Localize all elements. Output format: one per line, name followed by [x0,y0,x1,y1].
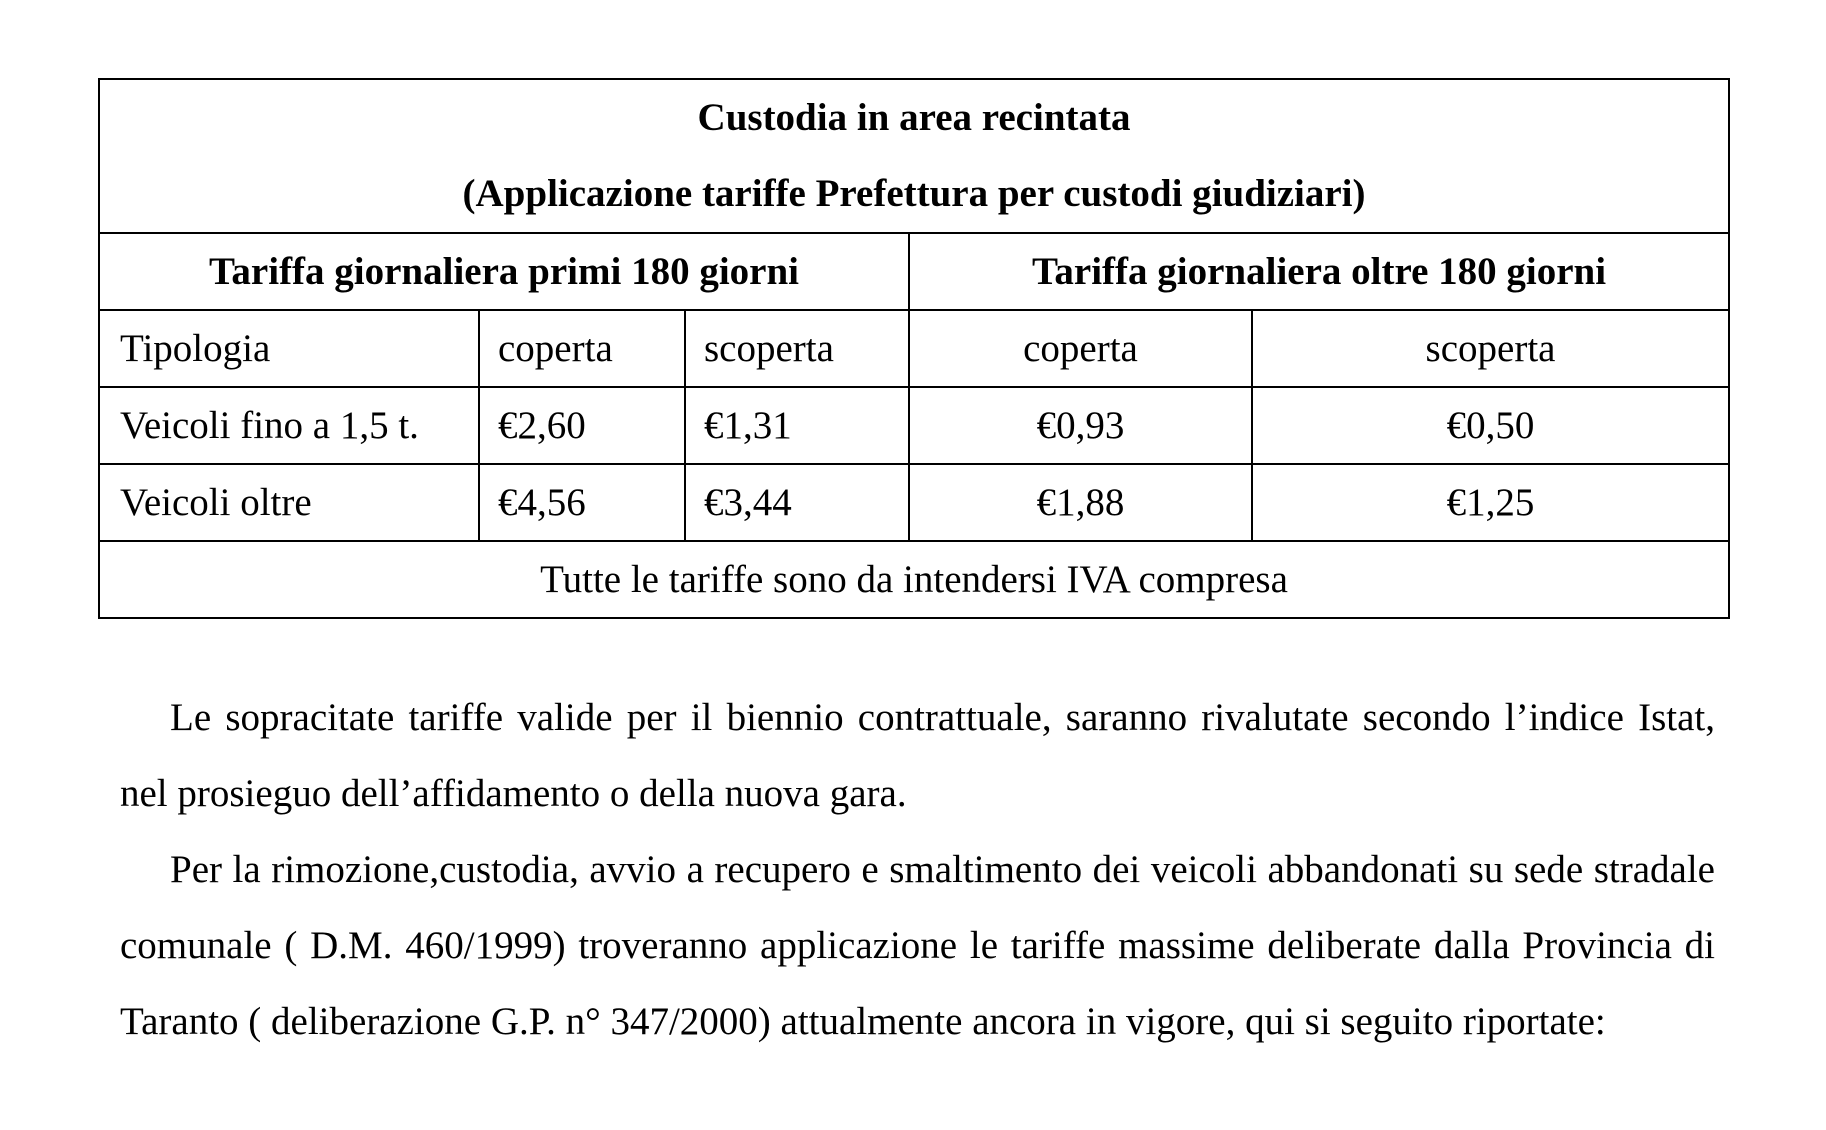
table-title-cell [99,79,1729,233]
price-cell: €4,56 [479,464,685,541]
table-subtitle: (Applicazione tariffe Prefettura per custodi giudiziari) [462,172,1366,215]
table-row [99,387,1729,464]
group-header-over-180: Tariffa giornaliera oltre 180 giorni [909,233,1729,310]
table-row [99,464,1729,541]
price-cell: €1,31 [685,387,909,464]
group-header-first-180: Tariffa giornaliera primi 180 giorni [99,233,909,310]
paragraph-rivalutazione: Le sopracitate tariffe valide per il biennio contrattuale, saranno rivalutate secondo l’indice Istat, nel prosieguo dell’affidamento o della nuova gara. [120,696,1715,815]
column-header-scoperta-over: scoperta [1252,310,1729,387]
table-footer-note: Tutte le tariffe sono da intendersi IVA compresa [99,541,1729,618]
price-cell: €0,93 [909,387,1252,464]
tariff-table [98,78,1730,619]
price-cell: €1,88 [909,464,1252,541]
column-header-tipologia: Tipologia [99,310,479,387]
column-header-coperta-over: coperta [909,310,1252,387]
column-header-coperta-first: coperta [479,310,685,387]
column-header-row [99,310,1729,387]
group-header-row [99,233,1729,310]
paragraph-rimozione: Per la rimozione,custodia, avvio a recupero e smaltimento dei veicoli abbandonati su sede stradale comunale ( D.M. 460/1999) troveranno applicazione le tariffe massime deliberate dalla Provincia di Taranto ( deliberazione G.P. n° 347/2000) attualmente ancora in vigore, qui si seguito riportate: [120,848,1715,1043]
table-footer-row [99,541,1729,618]
price-cell: €0,50 [1252,387,1729,464]
price-cell: €1,25 [1252,464,1729,541]
table-title-row [99,79,1729,233]
table-title: Custodia in area recintata [697,96,1131,139]
row-label: Veicoli oltre [99,464,479,541]
price-cell: €2,60 [479,387,685,464]
column-header-scoperta-first: scoperta [685,310,909,387]
price-cell: €3,44 [685,464,909,541]
row-label: Veicoli fino a 1,5 t. [99,387,479,464]
